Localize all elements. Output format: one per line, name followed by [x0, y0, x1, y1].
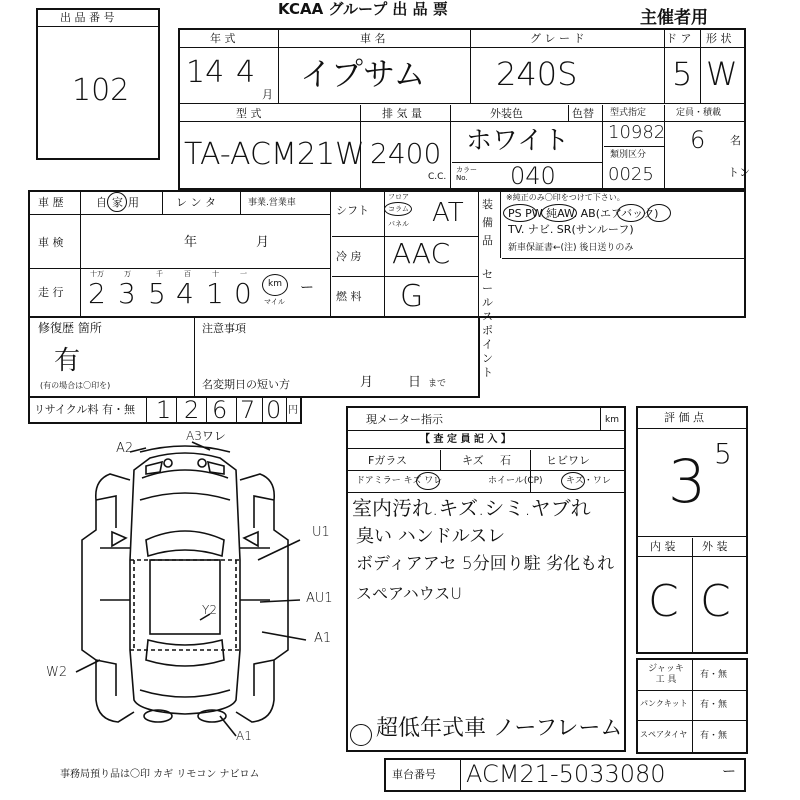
- displacement-label: 排 気 量: [382, 107, 422, 120]
- damage-mark-top-left: A2: [116, 441, 134, 456]
- glass-crack: ヒビワレ: [546, 454, 590, 467]
- selection-circle: [503, 204, 537, 222]
- mileage-digit-1: 2: [88, 277, 106, 310]
- equipment-label: 装備品: [482, 198, 493, 247]
- fuel-value: G: [400, 279, 424, 314]
- recycle-digit-1: 1: [156, 396, 172, 424]
- name-change-until: まで: [428, 379, 447, 389]
- history-business: 事業.営業車: [248, 198, 296, 208]
- score-label: 評 価 点: [664, 411, 704, 424]
- fuel-label: 燃 料: [336, 290, 362, 303]
- model-label: 型 式: [236, 107, 262, 120]
- damage-mark-left-low: W2: [46, 665, 68, 680]
- capacity-label: 定員・積載: [676, 108, 722, 118]
- inspection-comment-4: スペアハウスU: [356, 584, 462, 603]
- grade-value: 240S: [496, 55, 578, 93]
- mileage-digit-6: 0: [234, 277, 252, 310]
- meter-km-unit: km: [605, 415, 619, 425]
- class-value: 0025: [608, 164, 654, 185]
- equipment-note: ※純正のみ〇印をつけて下さい。: [506, 193, 625, 202]
- month-unit: 月: [262, 88, 273, 101]
- body-value: W: [706, 55, 738, 93]
- office-note: 事務局預り品は〇印 カギ リモコン ナビロム: [60, 769, 260, 780]
- mileage-digit-4: 4: [176, 277, 194, 310]
- inspection-label: 車 検: [38, 236, 64, 249]
- history-rental: レ ン タ: [176, 196, 216, 209]
- ac-label: 冷 房: [336, 250, 362, 263]
- recycle-label: リサイクル料 有・無: [34, 403, 135, 416]
- displacement-unit: C.C.: [428, 172, 447, 182]
- equipment-line-1: PS PW 純AW. AB(エアバック): [508, 207, 659, 220]
- damage-mark-bottom: A1: [236, 729, 252, 743]
- mile-label: マイル: [264, 298, 285, 306]
- capacity-value: 6: [690, 126, 706, 154]
- organizer-label: 主催者用: [640, 8, 708, 28]
- interior-label: 内 装: [650, 540, 676, 553]
- mileage-unit-10: 十: [212, 270, 219, 278]
- interior-value: C: [648, 576, 679, 627]
- mileage-unit-100k: 十万: [90, 270, 104, 278]
- inspection-footer-note: 超低年式車 ノーフレーム: [376, 716, 623, 741]
- name-change-label: 名変期日の短い方: [202, 378, 290, 391]
- color-no-value: 040: [510, 162, 556, 190]
- km-label: km: [268, 279, 282, 289]
- inspection-year: 年: [184, 235, 198, 250]
- type-designation-label: 型式指定: [610, 108, 647, 118]
- inspection-comment-2: 臭い ハンドルスレ: [356, 526, 506, 547]
- equipment-line-3: 新車保証書←(注) 後日送りのみ: [508, 243, 634, 253]
- damage-mark-right-mid: AU1: [306, 591, 333, 606]
- spare-label: スペアタイヤ: [640, 730, 688, 739]
- color-no-label: カラー No.: [456, 166, 477, 182]
- selection-circle: [384, 202, 412, 216]
- body-label: 形 状: [706, 32, 732, 45]
- puncture-value: 有・無: [700, 700, 728, 710]
- form-title: KCAA グループ 出 品 票: [278, 0, 448, 18]
- name-label: 車 名: [360, 32, 386, 45]
- lot-number-label: 出 品 番 号: [60, 11, 115, 24]
- damage-mark-right-top: U1: [312, 525, 330, 540]
- selection-circle: [416, 472, 440, 490]
- shift-option-floor: フロア: [388, 193, 409, 201]
- stamp-circle: [350, 724, 372, 746]
- spare-value: 有・無: [700, 731, 728, 741]
- selection-circle: [617, 204, 645, 222]
- inspection-comment-3: ボディアアセ 5分回り駐 劣化もれ: [356, 554, 615, 574]
- ac-value: AAC: [392, 237, 451, 270]
- chassis-label: 車台番号: [392, 768, 436, 781]
- exterior-label: 外 装: [702, 540, 728, 553]
- selection-circle: [561, 472, 585, 490]
- color-value: ホワイト: [466, 126, 570, 156]
- doors-label: ド ア: [666, 32, 692, 45]
- month-value: 4: [236, 55, 256, 90]
- damage-mark-right-low: A1: [314, 631, 332, 646]
- notes-label: 注意事項: [202, 322, 246, 335]
- color-label: 外装色: [490, 107, 523, 120]
- history-private-self: 自: [96, 196, 107, 209]
- capacity-unit: 名: [730, 134, 741, 147]
- inspection-month: 月: [256, 235, 270, 250]
- chassis-dash: ー: [722, 764, 736, 780]
- shift-value: AT: [432, 198, 464, 228]
- shift-option-column: コラム: [388, 205, 409, 213]
- displacement-value: 2400: [370, 137, 442, 170]
- inspector-label: 【 査 定 員 記 入 】: [420, 434, 511, 445]
- meter-label: 現メーター指示: [366, 413, 443, 426]
- equipment-line-2: TV. ナビ. SR(サンルーフ): [508, 223, 634, 236]
- repair-note: (有の場合は〇印を): [40, 381, 111, 390]
- score-main: 3: [668, 447, 707, 517]
- history-label: 車 歴: [38, 196, 64, 209]
- repair-value: 有: [54, 346, 81, 376]
- mirror-label: ドアミラー キズ ワレ: [356, 476, 443, 486]
- recycle-digit-3: 6: [212, 396, 228, 424]
- doors-value: 5: [672, 55, 693, 93]
- repair-label: 修復歴 箇所: [38, 321, 102, 335]
- mileage-unit-1: 一: [240, 270, 247, 278]
- sale-point-label: セールスポイント: [482, 268, 493, 379]
- shift-option-panel: パネル: [388, 220, 409, 228]
- history-private-home: 家: [112, 196, 123, 209]
- exterior-value: C: [700, 576, 731, 627]
- wheel-damage: キズ・ワレ: [566, 476, 611, 486]
- color-change-label: 色替: [572, 107, 594, 120]
- selection-circle: [647, 204, 671, 222]
- recycle-unit: 円: [288, 405, 298, 416]
- name-change-day: 日: [408, 375, 422, 390]
- history-private-use: 用: [128, 196, 139, 209]
- glass-chip: キズ: [462, 454, 484, 467]
- recycle-digit-2: 2: [184, 396, 200, 424]
- score-sub: 5: [714, 437, 732, 470]
- mileage-unit-10k: 万: [124, 270, 131, 278]
- class-label: 類別区分: [610, 150, 647, 160]
- jack-label: ジャッキ 工 具: [648, 664, 684, 685]
- type-designation-value: 10982: [608, 122, 666, 143]
- mileage-unit-100: 百: [184, 270, 191, 278]
- damage-mark-top: A3ワレ: [186, 429, 226, 443]
- mileage-digit-2: 3: [118, 277, 136, 310]
- year-value: 14: [186, 55, 225, 90]
- jack-value: 有・無: [700, 670, 728, 680]
- mileage-digit-5: 1: [206, 277, 224, 310]
- wheel-label: ホイール(CP): [488, 476, 543, 486]
- model-value: TA-ACM21W: [184, 137, 365, 172]
- chassis-value: ACM21-5033080: [466, 760, 666, 788]
- mile-value: ー: [300, 280, 314, 296]
- grade-label: グ レ ー ド: [530, 32, 585, 45]
- selection-circle: [541, 204, 577, 222]
- glass-label: Fガラス: [368, 454, 407, 467]
- damage-mark-center: Y2: [202, 603, 217, 617]
- lot-number: 102: [72, 73, 130, 108]
- recycle-digit-4: 7: [240, 396, 256, 424]
- recycle-digit-5: 0: [266, 396, 282, 424]
- vehicle-name: イプサム: [300, 55, 426, 93]
- name-change-month: 月: [360, 375, 374, 390]
- mileage-unit-1k: 千: [156, 270, 163, 278]
- mileage-digit-3: 5: [148, 277, 166, 310]
- year-label: 年 式: [210, 32, 236, 45]
- load-unit: トン: [728, 166, 750, 179]
- inspection-comment-1: 室内汚れ.キズ.シミ.ヤブれ: [352, 496, 591, 520]
- puncture-label: パンクキット: [640, 699, 688, 708]
- shift-label: シフト: [336, 204, 369, 217]
- mileage-label: 走 行: [38, 286, 64, 299]
- glass-stone: 石: [500, 454, 511, 467]
